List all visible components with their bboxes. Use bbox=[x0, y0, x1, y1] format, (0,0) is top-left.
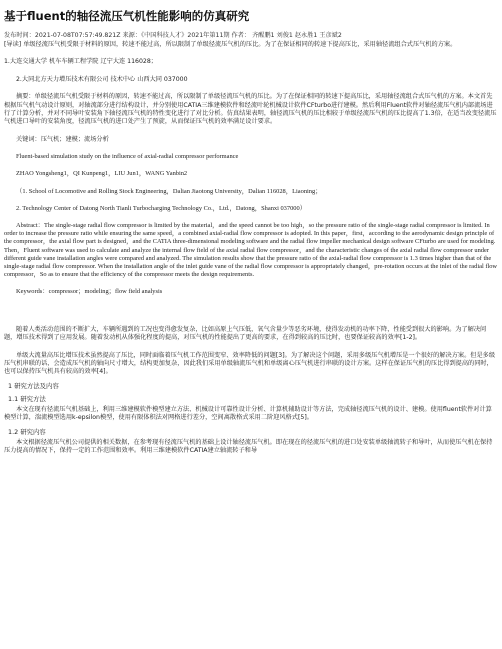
guide-text: [导读] 单级径流压气机受限于材料的原因，转速不能过高，所以限制了单级径流压气机的压比。为了在保证相同的转速下提高压比，采用轴径流组合式压气机的方案。 bbox=[4, 41, 457, 48]
publish-meta: 发布时间：2021-07-08T07:57:49.821Z 来源：《中国科技人才》2021年第11期 作者： 齐醒鹏1 刘俊1 赵永胜1 王彦斌2 bbox=[4, 32, 342, 39]
affiliation-1: 1.大连交通大学 机车车辆工程学院 辽宁大连 116028； bbox=[4, 58, 157, 66]
intro-paragraph-1: 随着人类活动范围的不断扩大，车辆所遇到的工况也变得愈发复杂，比如高原上气压低，氧气含量少等恶劣环境，使得发动机的功率下降，性能受到很大的影响。为了解决问题，增压技术得到了应用发展。随着发动机从体强化程度的提高，对压气机的性能提出了更高的要求，在得到较高的压比时，也要保证较高的效率[1-2]。 bbox=[4, 325, 487, 342]
section-heading-1-1: 1.1 研究方法 bbox=[8, 394, 46, 403]
authors-en: ZHAO Yongsheng1，QI Kunpeng1，LIU Jun1，WANG Yanbin2 bbox=[16, 170, 188, 178]
section-heading-1: 1 研究方法及内容 bbox=[8, 381, 59, 390]
intro-paragraph-2: 单级大流量高压比增压技术虽然提高了压比，同时面临着压气机工作范围变窄、效率降低的问题[3]。为了解决这个问题，采用多级压气机增压是一个很好的解决方案。但是多级压气机串联的话，会造成压气机的轴向尺寸增大，结构更加复杂，因此我们采用单级轴流压气机和单级离心压气机进行串联的设计方案。这样在保证压气机的压比得到提高的同时，也可以保持压气机具有较高的效率[4]。 bbox=[4, 351, 496, 376]
keywords-cn: 关键词：压气机；建模；流场分析 bbox=[16, 135, 109, 143]
abstract-cn: 摘要：单级径流压气机受限于材料的原因，转速不能过高，所以限制了单级径流压气机的压比。为了在保证相同的转速下提高压比，采用轴径流组合式压气机的方案。本文首先根据压气机气动设计原则，对轴流部分进行结构设计，并分别使用CATIA三维建模软件和经流叶轮机械设计软件CFturbo进行建模。然后利用Fluent软件对轴径流压气机内部流场进行了计算分析，并对不同导叶安装角下轴径流压气机的特性变化进行了对比分析。仿真结果表明，轴径流压气机的压比相较于单级径流压气机的压比提高了1.3倍，在适当改变径流压气机进口导叶的安装角度，径流压气机的进口处产生了预旋，从而保证压气机的效率满足设计要求。 bbox=[4, 93, 497, 126]
article-title: 基于fluent的轴径流压气机性能影响的仿真研究 bbox=[4, 9, 250, 23]
abstract-en: Abstract：The single-stage radial flow compressor is limited by the material，and the speed cannot be too high，so the pressure ratio of the single-stage radial compressor is limited. In order to increase the pressure ratio while ensuring the same speed，a combined axial-radial flow compressor is adopted. In this paper，first，according to the aerodynamic design principle of the compressor，the axial flow part is designed，and the CATIA three-dimensional modeling software and the radial flow impeller mechanical design software CFturbo are used for modeling. Then，Fluent software was used to calculate and analyze the internal flow field of the axial radial flow compressor，and the characteristic changes of the axial radial flow compressor under different guide vane installation angles were compared and analyzed. The simulation results show that the pressure ratio of the axial-radial flow compressor is 1.3 times higher than that of the single-stage radial flow compressor. When the installation angle of the inlet guide vane of the radial flow compressor is appropriately changed，pre-rotation occurs at the inlet of the radial flow compressor，So as to ensure that the efficiency of the compressor meets the design requirements. bbox=[4, 222, 498, 279]
affiliation-en-1: （1. School of Locomotive and Rolling Stock Engineering，Dalian Jiaotong University，Dalian 116028，Liaoning； bbox=[16, 187, 322, 195]
content-paragraph: 本文根据径流压气机公司提供的相关数据，在参考现有径流压气机的基础上设计轴径流压气机。即在现在的径流压气机的进口处安装单级轴流转子和导叶，从而使压气机在保持压力提高的情况下，保持一定的工作范围和效率。利用三维建模软件CATIA建立轴流转子和导 bbox=[4, 438, 493, 454]
keywords-en: Keywords：compressor；modeling；flow field analysis bbox=[16, 288, 163, 296]
section-heading-1-2: 1.2 研究内容 bbox=[8, 427, 46, 436]
affiliation-2: 2.大同北方天力增压技术有限公司 技术中心 山西大同 037000 bbox=[16, 75, 188, 83]
method-paragraph: 本文在现有径流压气机基础上，利用三维建模软件模型建立方法、机械设计可靠性设计分析、计算机辅助设计等方法，完成轴径流压气机的设计、建模。使用fluent软件对计算模型计算，湍流模型选用k-epsilon模型，使用有限体积法对网格进行差分，空间离散格式采用二阶迎风格式[5]。 bbox=[4, 405, 492, 422]
affiliation-en-2: 2. Technology Center of Datong North Tianli Turbocharging Technology Co.，Ltd.，Datong，Shanxi 037000） bbox=[16, 204, 307, 212]
title-en: Fluent-based simulation study on the influence of axial-radial compressor performance bbox=[16, 153, 239, 161]
